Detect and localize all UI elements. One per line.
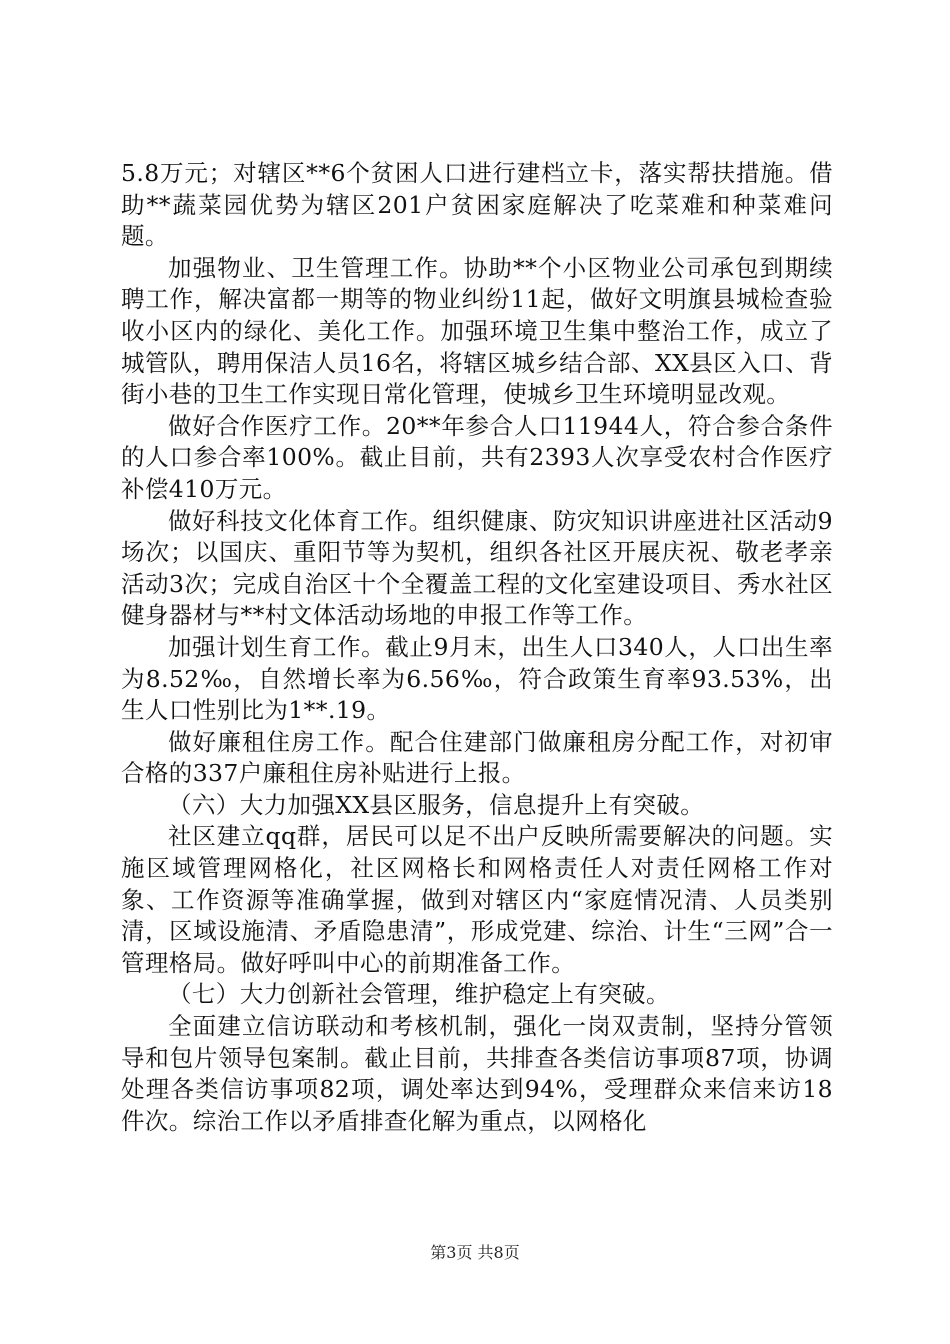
paragraph-culture-sports: 做好科技文化体育工作。组织健康、防灾知识讲座进社区活动9场次；以国庆、重阳节等为契机，组织各社区开展庆祝、敬老孝亲活动3次；完成自治区十个全覆盖工程的文化室建设项目、秀水社区健身器材与**村文体活动场地的申报工作等工作。	[121, 506, 833, 630]
paragraph-property-sanitation: 加强物业、卫生管理工作。协助**个小区物业公司承包到期续聘工作，解决富都一期等的物业纠纷11起，做好文明旗县城检查验收小区内的绿化、美化工作。加强环境卫生集中整治工作，成立了城管队，聘用保洁人员16名，将辖区城乡结合部、XX县区入口、背街小巷的卫生工作实现日常化管理，使城乡卫生环境明显改观。	[121, 253, 833, 409]
section-heading-six: （六）大力加强XX县区服务，信息提升上有突破。	[168, 790, 705, 819]
paragraph-continuation: 5.8万元；对辖区**6个贫困人口进行建档立卡，落实帮扶措施。借助**蔬菜园优势为辖区201户贫困家庭解决了吃菜难和种菜难问题。	[121, 159, 833, 251]
paragraph-family-planning: 加强计划生育工作。截止9月末，出生人口340人，人口出生率为8.52‰，自然增长率为6.56‰，符合政策生育率93.53%，出生人口性别比为1**.19。	[121, 632, 833, 725]
paragraph-low-rent-housing: 做好廉租住房工作。配合住建部门做廉租房分配工作，对初审合格的337户廉租住房补贴进行上报。	[121, 727, 833, 788]
paragraph-community-service: 社区建立qq群，居民可以足不出户反映所需要解决的问题。实施区域管理网格化，社区网格长和网格责任人对责任网格工作对象、工作资源等准确掌握，做到对辖区内“家庭情况清、人员类别清，区域设施清、矛盾隐患清”，形成党建、综治、计生“三网”合一管理格局。做好呼叫中心的前期准备工作。	[121, 822, 833, 977]
document-body	[121, 158, 833, 1137]
paragraph-petition-management: 全面建立信访联动和考核机制，强化一岗双责制，坚持分管领导和包片领导包案制。截止目前，共排查各类信访事项87项，协调处理各类信访事项82项，调处率达到94%，受理群众来信来访18件次。综治工作以矛盾排查化解为重点，以网格化	[121, 1012, 833, 1135]
page-number-footer: 第3页 共8页	[430, 1243, 520, 1262]
section-heading-seven: （七）大力创新社会管理，维护稳定上有突破。	[168, 980, 670, 1009]
paragraph-cooperative-medical: 做好合作医疗工作。20**年参合人口11944人，符合参合条件的人口参合率100%。截止目前，共有2393人次享受农村合作医疗补偿410万元。	[121, 411, 833, 503]
